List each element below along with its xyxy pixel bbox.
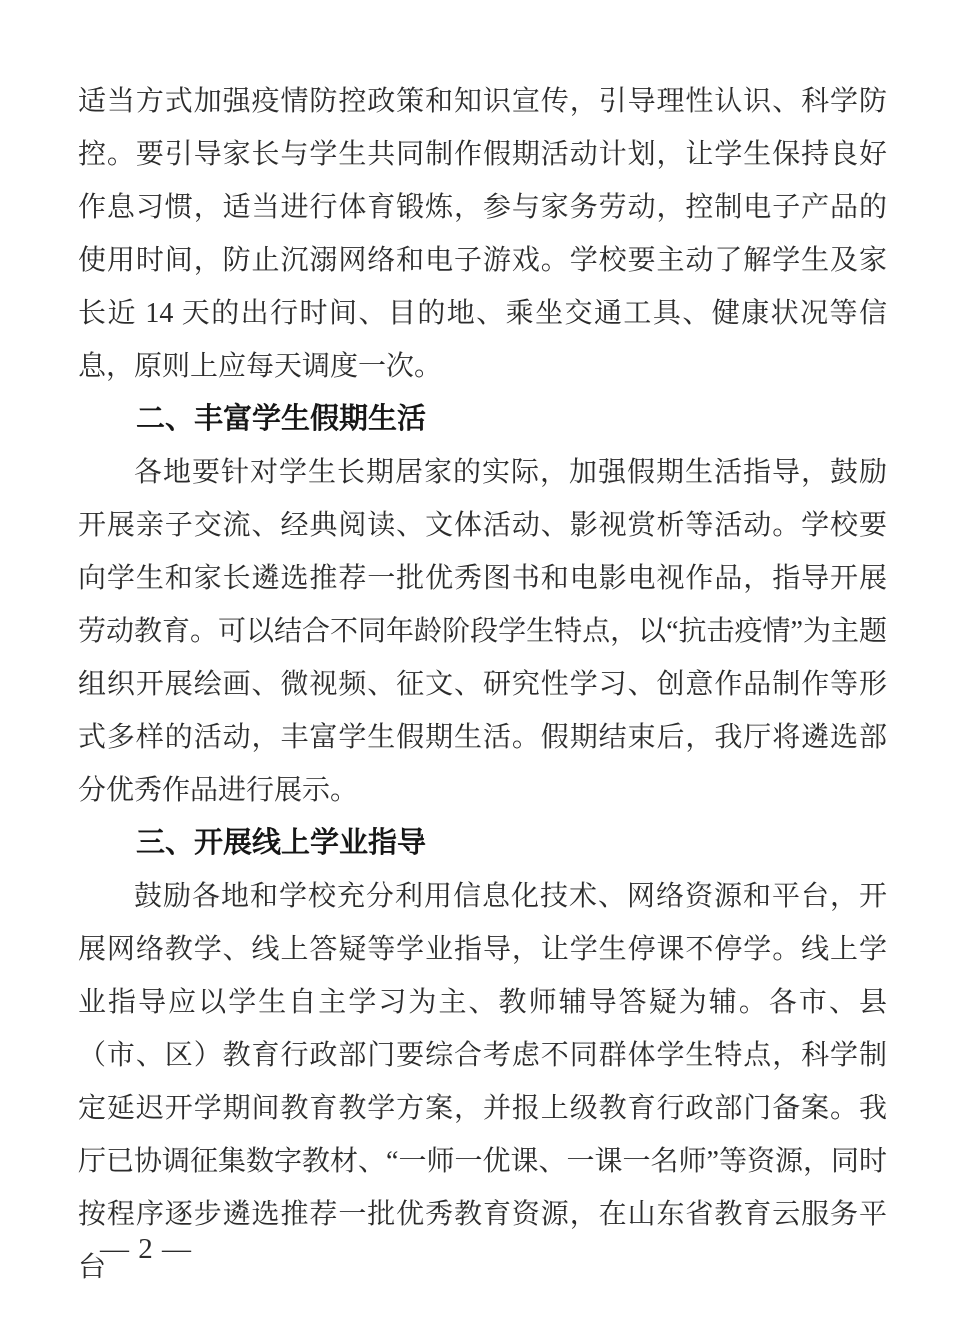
- paragraph-holiday-life-activities: 各地要针对学生长期居家的实际，加强假期生活指导，鼓励开展亲子交流、经典阅读、文体活动、影视赏析等活动。学校要向学生和家长遴选推荐一批优秀图书和电影电视作品，指导开展劳动教育。可以结合不同年龄阶段学生特点，以“抗击疫情”为主题组织开展绘画、微视频、征文、研究性学习、创意作品制作等形式多样的活动，丰富学生假期生活。假期结束后，我厅将遴选部分优秀作品进行展示。: [78, 457, 887, 806]
- paragraph-online-academic-guidance: 鼓励各地和学校充分利用信息化技术、网络资源和平台，开展网络教学、线上答疑等学业指导，让学生停课不停学。线上学业指导应以学生自主学习为主、教师辅导答疑为辅。各市、县（市、区）教育行政部门要综合考虑不同群体学生特点，科学制定延迟开学期间教育教学方案，并报上级教育行政部门备案。我厅已协调征集数字教材、“一师一优课、一课一名师”等资源，同时按程序逐步遴选推荐一批优秀教育资源，在山东省教育云服务平台: [78, 881, 887, 1283]
- section-heading-enrich-holiday-life: 二、丰富学生假期生活: [136, 403, 427, 435]
- section-heading-online-academic-guidance: 三、开展线上学业指导: [136, 827, 427, 859]
- page-number: — 2 —: [100, 1233, 192, 1265]
- document-body: [78, 75, 887, 1294]
- paragraph-epidemic-prevention-guidance: 适当方式加强疫情防控政策和知识宣传，引导理性认识、科学防控。要引导家长与学生共同制作假期活动计划，让学生保持良好作息习惯，适当进行体育锻炼，参与家务劳动，控制电子产品的使用时间，防止沉溺网络和电子游戏。学校要主动了解学生及家长近 14 天的出行时间、目的地、乘坐交通工具、健康状况等信息，原则上应每天调度一次。: [78, 86, 887, 382]
